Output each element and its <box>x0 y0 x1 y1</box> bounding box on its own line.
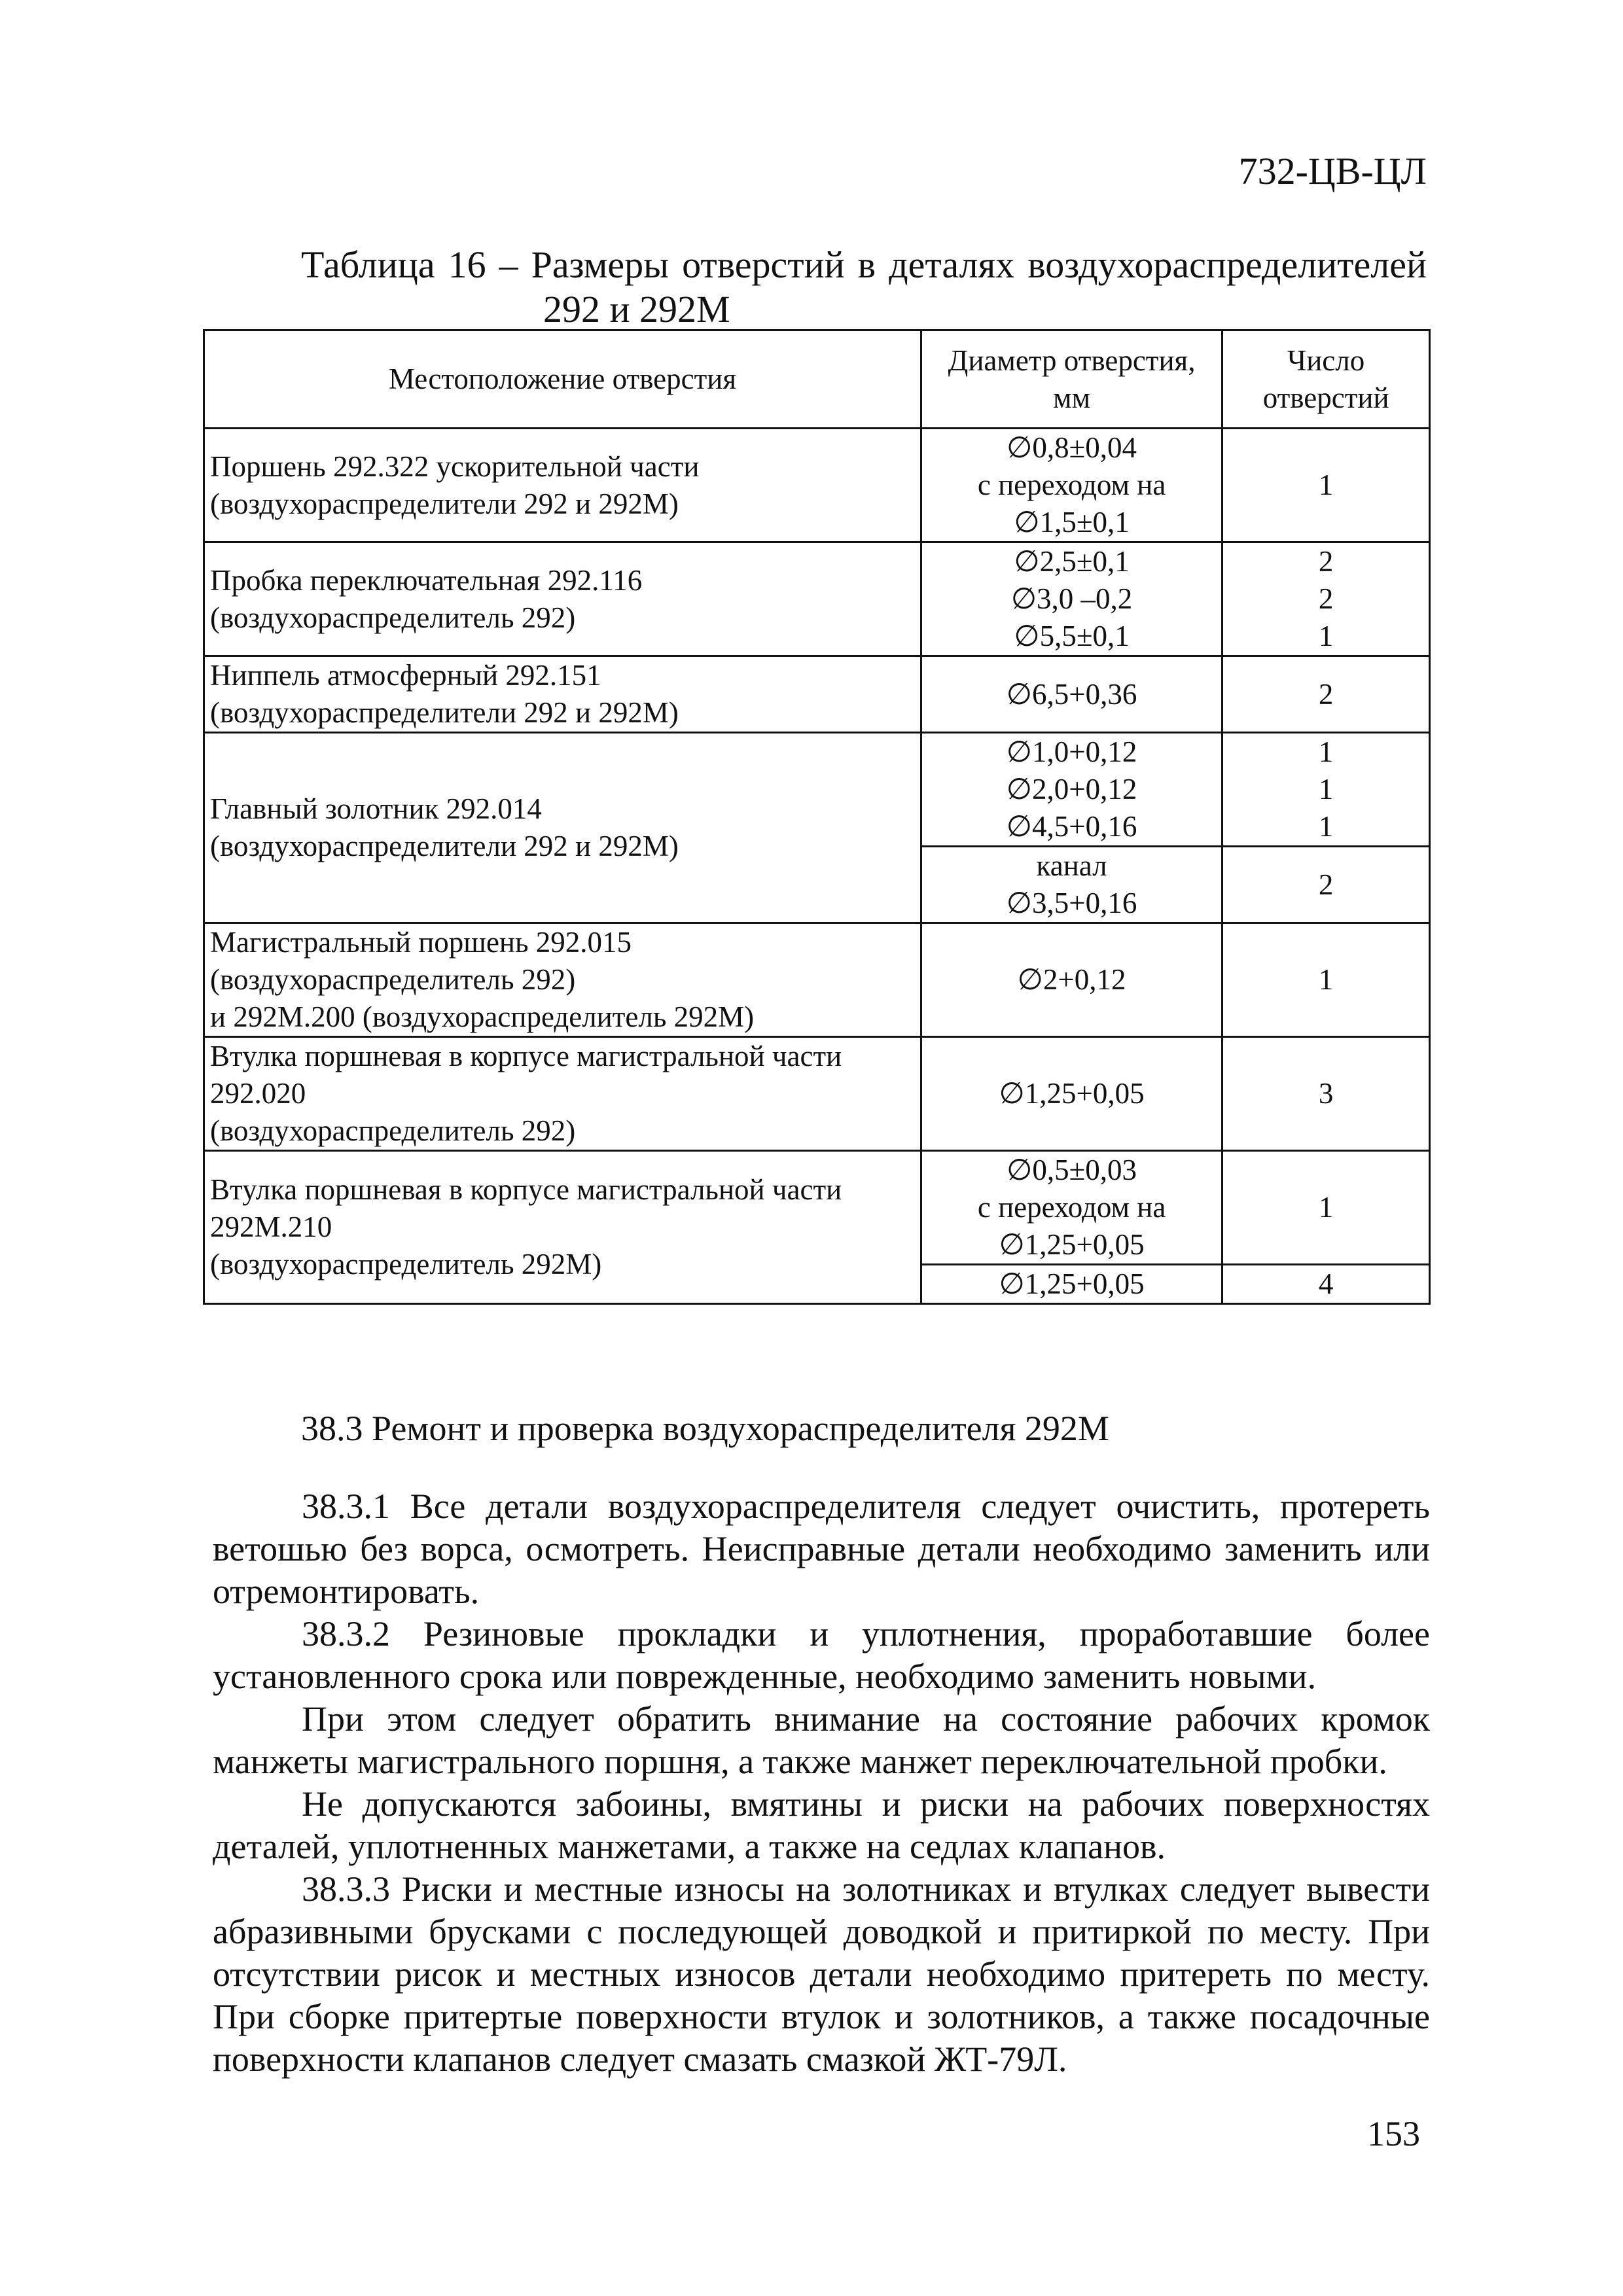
location-line: (воздухораспределители 292 и 292М) <box>210 487 679 520</box>
location-line: Главный золотник 292.014 <box>210 792 542 825</box>
column-header-count-line: Число <box>1287 344 1365 377</box>
diameter-line: ∅1,25+0,05 <box>999 1077 1145 1110</box>
location-line: Магистральный поршень 292.015 <box>210 926 632 959</box>
location-line: и 292М.200 (воздухораспределитель 292М) <box>210 1000 755 1033</box>
table-caption-continuation: 292 и 292М <box>543 288 730 330</box>
paragraph: 38.3.1 Все детали воздухораспределителя следует очистить, протереть ветошью без ворса, осмотреть. Неисправные детали необходимо заменить или отремонтировать. <box>213 1487 1430 1611</box>
diameter-line: ∅0,5±0,03 <box>1007 1154 1137 1186</box>
count-line: 1 <box>1318 773 1334 805</box>
location-line: Пробка переключательная 292.116 <box>210 563 643 597</box>
location-cell <box>204 1151 921 1304</box>
document-code: 732-ЦВ-ЦЛ <box>1238 150 1427 192</box>
count-cell <box>1222 733 1430 847</box>
count-cell <box>1222 847 1430 923</box>
count-cell <box>1222 923 1430 1037</box>
location-line: (воздухораспределители 292 и 292М) <box>210 830 679 862</box>
location-cell <box>204 1037 921 1151</box>
location-cell <box>204 429 921 542</box>
count-cell <box>1222 1265 1430 1304</box>
diameter-line: ∅1,5±0,1 <box>1014 506 1130 539</box>
diameter-cell <box>921 733 1222 847</box>
diameter-line: с переходом на <box>977 1191 1166 1224</box>
diameter-line: ∅5,5±0,1 <box>1014 620 1130 652</box>
location-cell <box>204 656 921 733</box>
column-header-location: Местоположение отверстия <box>204 330 921 429</box>
location-line: 292М.210 <box>210 1210 332 1243</box>
location-line: 292.020 <box>210 1077 306 1110</box>
section-heading: 38.3 Ремонт и проверка воздухораспределителя 292М <box>301 1409 1109 1448</box>
diameter-cell <box>921 656 1222 733</box>
diameter-line: ∅2+0,12 <box>1017 963 1126 996</box>
count-line: 1 <box>1318 735 1334 768</box>
page-number: 153 <box>1367 2114 1420 2153</box>
diameter-cell <box>921 1037 1222 1151</box>
diameter-line: ∅1,0+0,12 <box>1006 735 1137 768</box>
column-header-count <box>1222 330 1430 429</box>
table-row <box>204 429 1430 542</box>
diameter-cell <box>921 429 1222 542</box>
holes-table <box>203 329 1431 1305</box>
table-row <box>204 656 1430 733</box>
diameter-line: канал <box>1036 849 1107 882</box>
location-line: Втулка поршневая в корпусе магистральной части <box>210 1173 842 1206</box>
count-line: 2 <box>1318 868 1334 901</box>
column-header-diameter <box>921 330 1222 429</box>
location-cell <box>204 923 921 1037</box>
paragraph: 38.3.2 Резиновые прокладки и уплотнения, проработавшие более установленного срока или поврежденные, необходимо заменить новыми. <box>213 1614 1430 1696</box>
count-cell <box>1222 542 1430 656</box>
location-line: (воздухораспределитель 292) <box>210 601 576 634</box>
table-row <box>204 923 1430 1037</box>
location-line: (воздухораспределитель 292М) <box>210 1248 602 1280</box>
diameter-line: ∅0,8±0,04 <box>1007 431 1137 464</box>
table-header-row <box>204 330 1430 429</box>
count-cell <box>1222 1151 1430 1265</box>
diameter-cell <box>921 847 1222 923</box>
column-header-diameter-line: Диаметр отверстия, <box>948 344 1196 377</box>
table-row <box>204 542 1430 656</box>
count-cell <box>1222 656 1430 733</box>
column-header-diameter-unit: мм <box>1053 381 1091 414</box>
location-cell <box>204 733 921 923</box>
paragraph: При этом следует обратить внимание на состояние рабочих кромок манжеты магистрального поршня, а также манжет переключательной пробки. <box>213 1699 1430 1781</box>
location-cell <box>204 542 921 656</box>
diameter-line: ∅1,25+0,05 <box>999 1267 1145 1300</box>
diameter-cell <box>921 542 1222 656</box>
count-line: 4 <box>1318 1267 1334 1300</box>
diameter-line: ∅3,5+0,16 <box>1006 887 1137 919</box>
diameter-line: ∅2,0+0,12 <box>1006 773 1137 805</box>
count-line: 3 <box>1318 1077 1334 1110</box>
table-row <box>204 733 1430 847</box>
location-line: (воздухораспределитель 292) <box>210 963 576 996</box>
diameter-line: ∅3,0 –0,2 <box>1010 582 1133 615</box>
count-line: 2 <box>1318 582 1334 615</box>
location-line: (воздухораспределитель 292) <box>210 1114 576 1147</box>
body-text <box>213 1485 1430 2081</box>
diameter-line: ∅2,5±0,1 <box>1014 545 1130 578</box>
diameter-cell <box>921 1151 1222 1265</box>
diameter-cell <box>921 923 1222 1037</box>
table-row <box>204 1151 1430 1265</box>
count-line: 1 <box>1318 1191 1334 1224</box>
column-header-count-line: отверстий <box>1262 381 1389 414</box>
count-line: 1 <box>1318 963 1334 996</box>
count-cell <box>1222 1037 1430 1151</box>
count-line: 2 <box>1318 545 1334 578</box>
table-row <box>204 1037 1430 1151</box>
location-line: Ниппель атмосферный 292.151 <box>210 659 601 692</box>
count-line: 2 <box>1318 677 1334 711</box>
count-line: 1 <box>1318 620 1334 652</box>
paragraph: Не допускаются забоины, вмятины и риски на рабочих поверхностях деталей, уплотненных манжетами, а также на седлах клапанов. <box>213 1784 1430 1866</box>
count-cell <box>1222 429 1430 542</box>
diameter-line: ∅6,5+0,36 <box>1006 677 1137 711</box>
paragraph: 38.3.3 Риски и местные износы на золотниках и втулках следует вывести абразивными брусками с последующей доводкой и притиркой по месту. При отсутствии рисок и местных износов детали необходимо притереть по месту. При сборке притертые поверхности втулок и золотников, а также посадочные поверхности клапанов следует смазать смазкой ЖТ-79Л. <box>213 1869 1430 2079</box>
table-caption: Таблица 16 – Размеры отверстий в деталях воздухораспределителей <box>301 243 1427 286</box>
diameter-line: с переходом на <box>977 468 1166 501</box>
location-line: Поршень 292.322 ускорительной части <box>210 450 700 483</box>
location-line: Втулка поршневая в корпусе магистральной части <box>210 1040 842 1072</box>
diameter-line: ∅4,5+0,16 <box>1006 810 1137 843</box>
diameter-line: ∅1,25+0,05 <box>999 1228 1145 1261</box>
diameter-cell <box>921 1265 1222 1304</box>
count-line: 1 <box>1318 810 1334 843</box>
location-line: (воздухораспределители 292 и 292М) <box>210 696 679 729</box>
count-line: 1 <box>1318 468 1334 501</box>
